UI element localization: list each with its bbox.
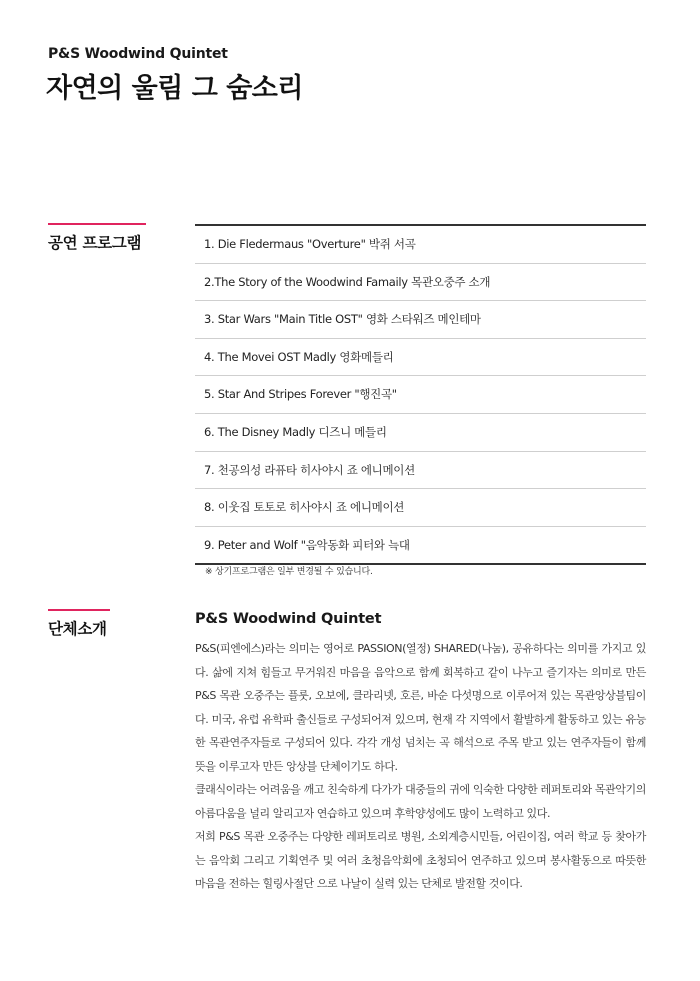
intro-paragraph-2: 클래식이라는 어려움을 깨고 친숙하게 다가가 대중들의 귀에 익숙한 다양한 레퍼토리와 목관악기의 아름다움을 널리 알리고자 연습하고 있으며 후학양성에도 많이 노력하고 있다.	[195, 783, 646, 820]
program-item-8: 8. 이웃집 토토로 히사야시 죠 에니메이션	[195, 489, 646, 527]
program-item-3: 3. Star Wars "Main Title OST" 영화 스타워즈 메인테마	[195, 301, 646, 339]
intro-paragraph-3: 저희 P&S 목관 오중주는 다양한 레퍼토리로 병원, 소외계층시민들, 어린이집, 여러 학교 등 찾아가는 음악회 그리고 기획연주 및 여러 초청음악회에 초청되어 연주하고 있으며 봉사활동으로 따뜻한 마음을 전하는 힐링사절단 으로 나날이 실력 있는 단체로 발전할 것이다.	[195, 830, 646, 890]
program-list	[195, 224, 646, 565]
program-accent-bar	[48, 223, 146, 225]
program-item-9: 9. Peter and Wolf "음악동화 피터와 늑대	[204, 537, 410, 552]
program-item-7: 7. 천공의성 라퓨타 히사야시 죠 에니메이션	[195, 452, 646, 490]
intro-section-heading	[48, 609, 110, 639]
intro-body	[195, 637, 646, 896]
program-item-1: 1. Die Fledermaus "Overture" 박쥐 서곡	[195, 226, 646, 264]
program-item-6: 6. The Disney Madly 디즈니 메들리	[195, 414, 646, 452]
program-item-2: 2.The Story of the Woodwind Famaily 목관오중주 소개	[195, 264, 646, 302]
intro-paragraph-1: P&S(피엔에스)라는 의미는 영어로 PASSION(열정) SHARED(나눔), 공유하다는 의미를 가지고 있다. 삶에 지쳐 힘들고 무거워진 마음을 음악으로 함께 회복하고 같이 나누고 즐기자는 의미로 만든 P&S 목관 오중주는 플룻, 오보에, 클라리넷, 호른, 바순 다섯명으로 이루어져 있는 목관앙상블팀이다. 미국, 유럽 유학파 출신들로 구성되어져 있으며, 현재 각 지역에서 활발하게 활동하고 있는 유능한 목관연주자들로 구성되어 있다. 각각 개성 넘치는 곡 해석으로 주목 받고 있는 연주자들이 함께 뜻을 이루고자 만든 앙상블 단체이기도 하다.	[195, 642, 646, 773]
group-name: P&S Woodwind Quintet	[195, 611, 382, 627]
intro-accent-bar	[48, 609, 110, 611]
program-note: ※ 상기프로그램은 일부 변경될 수 있습니다.	[205, 567, 373, 577]
header-subtitle: P&S Woodwind Quintet	[48, 46, 228, 62]
program-item-5: 5. Star And Stripes Forever "행진곡"	[195, 376, 646, 414]
program-heading-label: 공연 프로그램	[48, 234, 142, 252]
program-section-heading	[48, 223, 146, 253]
intro-heading-label: 단체소개	[48, 620, 107, 638]
page-title: 자연의 울림 그 숨소리	[46, 73, 303, 104]
program-item-4: 4. The Movei OST Madly 영화메들리	[195, 339, 646, 377]
